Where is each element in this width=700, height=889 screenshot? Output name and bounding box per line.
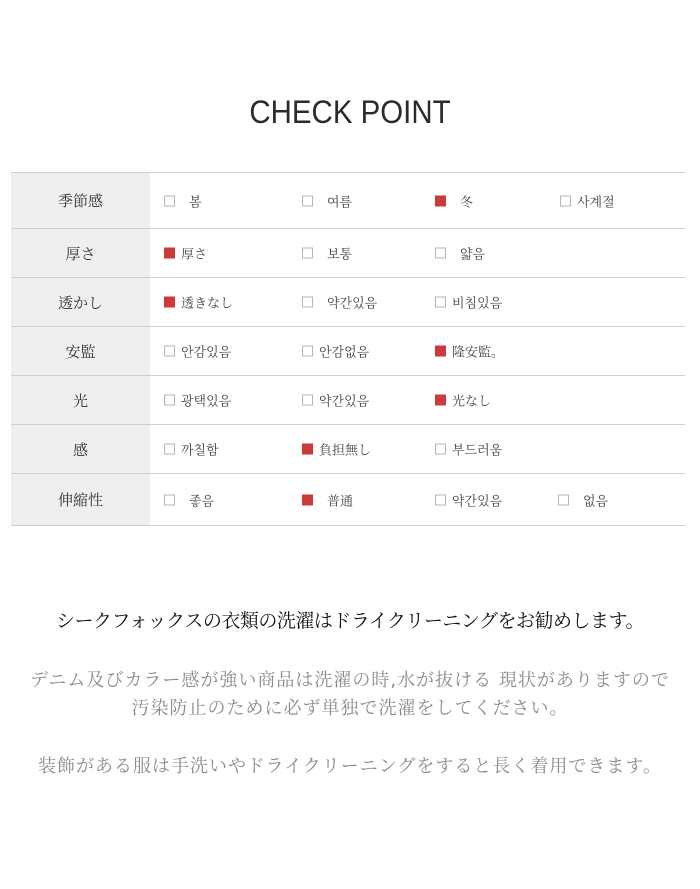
option-item xyxy=(560,191,615,210)
option-label: 負担無し xyxy=(319,443,372,459)
option-item xyxy=(164,391,231,410)
option-item xyxy=(435,244,485,263)
option-label: 사계절 xyxy=(577,195,615,210)
option-label: 光なし xyxy=(452,394,492,410)
unchecked-box-icon xyxy=(435,248,446,259)
care-note-denim xyxy=(0,667,700,723)
check-row xyxy=(11,278,685,327)
row-options xyxy=(150,229,685,278)
option-item xyxy=(164,440,219,459)
check-row xyxy=(11,376,685,425)
option-item xyxy=(164,244,207,263)
checked-box-icon xyxy=(435,195,446,206)
row-label: 伸縮性 xyxy=(11,474,150,526)
check-point-table xyxy=(11,172,685,526)
option-label: 안감없음 xyxy=(319,345,370,361)
option-label: 봄 xyxy=(189,195,202,210)
option-label: 厚さ xyxy=(181,247,208,263)
unchecked-box-icon xyxy=(302,297,313,308)
option-label: 좋음 xyxy=(189,494,215,509)
check-row xyxy=(11,173,685,229)
row-label: 透かし xyxy=(11,278,150,327)
checked-box-icon xyxy=(302,444,313,455)
unchecked-box-icon xyxy=(435,297,446,308)
row-label: 光 xyxy=(11,376,150,425)
option-item xyxy=(435,293,502,312)
unchecked-box-icon xyxy=(435,444,446,455)
option-item xyxy=(435,490,502,509)
option-label: 안감있음 xyxy=(181,345,232,361)
option-item xyxy=(302,191,352,210)
care-note-line-2: 汚染防止のために必ず単独で洗濯をしてください。 xyxy=(131,698,569,719)
row-label: 感 xyxy=(11,425,150,474)
row-options xyxy=(150,425,685,474)
unchecked-box-icon xyxy=(302,195,313,206)
option-label: 얇음 xyxy=(460,247,486,263)
row-options xyxy=(150,327,685,376)
row-options xyxy=(150,278,685,327)
row-label: 厚さ xyxy=(11,229,150,278)
option-label: 약간있음 xyxy=(319,394,370,410)
check-row xyxy=(11,229,685,278)
row-options xyxy=(150,474,685,526)
check-row xyxy=(11,327,685,376)
option-item xyxy=(302,490,353,509)
checked-box-icon xyxy=(164,248,175,259)
option-item xyxy=(164,191,202,210)
option-item xyxy=(435,440,502,459)
option-item xyxy=(302,244,352,263)
care-note-decoration: 装飾がある服は手洗いやドライクリーニングをすると長く着用できます。 xyxy=(38,756,662,777)
unchecked-box-icon xyxy=(164,395,175,406)
option-label: 부드러움 xyxy=(452,443,503,459)
row-label: 安監 xyxy=(11,327,150,376)
option-item xyxy=(164,490,214,509)
checked-box-icon xyxy=(302,494,313,505)
care-note-line-1: デニム及びカラー感が強い商品は洗濯の時,水が抜ける 現状がありますので xyxy=(30,670,670,691)
option-item xyxy=(435,391,491,410)
unchecked-box-icon xyxy=(164,195,175,206)
check-row xyxy=(11,425,685,474)
option-label: 비침있음 xyxy=(452,296,503,312)
option-item xyxy=(302,440,371,459)
checked-box-icon xyxy=(435,346,446,357)
option-item xyxy=(302,391,369,410)
option-label: 까칠함 xyxy=(181,443,219,459)
unchecked-box-icon xyxy=(164,346,175,357)
option-label: 여름 xyxy=(327,195,353,210)
option-label: 透きなし xyxy=(181,296,234,312)
option-item xyxy=(435,342,504,361)
option-label: 약간있음 xyxy=(452,494,503,509)
unchecked-box-icon xyxy=(302,395,313,406)
option-label: 隆安監。 xyxy=(452,345,505,361)
option-item xyxy=(302,293,377,312)
unchecked-box-icon xyxy=(164,444,175,455)
unchecked-box-icon xyxy=(302,346,313,357)
unchecked-box-icon xyxy=(435,494,446,505)
option-label: 普通 xyxy=(327,494,354,509)
option-label: 광택있음 xyxy=(181,394,232,410)
option-label: 冬 xyxy=(460,195,474,210)
option-label: 약간있음 xyxy=(327,296,378,312)
option-item xyxy=(164,293,233,312)
page-title: CHECK POINT xyxy=(249,94,451,130)
unchecked-box-icon xyxy=(302,248,313,259)
row-options xyxy=(150,173,685,229)
option-item xyxy=(164,342,231,361)
unchecked-box-icon xyxy=(560,195,571,206)
option-item xyxy=(435,191,473,210)
option-item xyxy=(558,490,608,509)
unchecked-box-icon xyxy=(164,494,175,505)
checked-box-icon xyxy=(164,297,175,308)
option-label: 보통 xyxy=(327,247,353,263)
option-item xyxy=(302,342,369,361)
care-headline: シークフォックスの衣類の洗濯はドライクリーニングをお勧めします。 xyxy=(55,610,644,632)
checked-box-icon xyxy=(435,395,446,406)
unchecked-box-icon xyxy=(558,494,569,505)
row-options xyxy=(150,376,685,425)
check-row xyxy=(11,474,685,526)
option-label: 없음 xyxy=(583,494,609,509)
row-label: 季節感 xyxy=(11,173,150,229)
